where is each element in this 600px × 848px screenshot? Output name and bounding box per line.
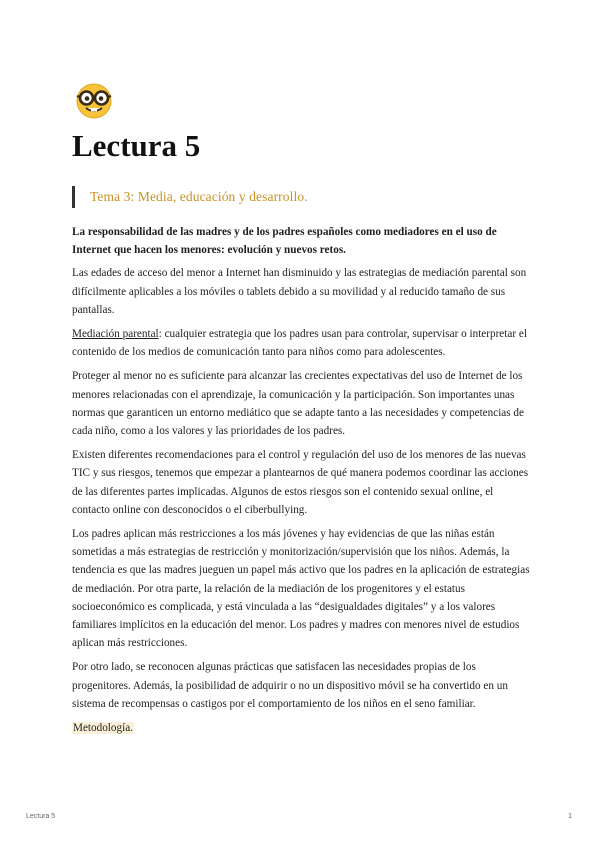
theme-callout xyxy=(72,186,530,208)
methodology-line xyxy=(72,719,530,737)
footer-page-number: 1 xyxy=(568,813,572,820)
footer-doc-title: Lectura 5 xyxy=(26,813,56,820)
term-mediacion-parental: Mediación parental xyxy=(72,328,159,341)
theme-text: Tema 3: Media, educación y desarrollo. xyxy=(90,189,308,204)
nerd-face-icon xyxy=(72,80,116,120)
page-title: Lectura 5 xyxy=(72,128,201,163)
paragraph-2 xyxy=(72,325,530,361)
paragraph-6: Por otro lado, se reconocen algunas prácticas que satisfacen las necesidades propias de los progenitores. Además, la posibilidad de adquirir o no un dispositivo móvil se ha convertido en un sistema de recompensas o castigos por el comportamiento de los niños en el seno familiar. xyxy=(72,661,508,710)
paragraph-1: Las edades de acceso del menor a Internet han disminuido y las estrategias de mediación parental son difícilmente aplicables a los móviles o tablets debido a su movilidad y al reducido tamaño de sus pantallas. xyxy=(72,267,527,316)
paragraph-5: Los padres aplican más restricciones a los más jóvenes y hay evidencias de que las niñas están sometidas a más estrategias de restricción y monitorización/supervisión que los niños. Además, la tendencia es que las madres jueguen un papel más activo que los padres en la aplicación de estrategias de mediación. Por otra parte, la relación de la mediación de los progenitores y el estatus socioeconómico es complicada, y está vinculada a las “desigualdades digitales” y a los valores familiares implícitos en la educación del menor. Los padres y madres con menores nivel de estudios aplican más restricciones. xyxy=(72,528,530,650)
paragraph-2-text: : cualquier estrategia que los padres usan para controlar, supervisar o interpretar el contenido de los medios de comunicación tanto para niños como para adolescentes. xyxy=(72,328,527,359)
page-content xyxy=(72,80,530,743)
methodology-highlight: Metodología. xyxy=(73,722,133,735)
paragraph-4: Existen diferentes recomendaciones para el control y regulación del uso de los menores de las nuevas TIC y sus riesgos, tenemos que empezar a plantearnos de qué manera podemos coordinar las acciones de las diferentes partes implicadas. Algunos de estos riesgos son el contenido sexual online, el contacto online con desconocidos o el ciberbullying. xyxy=(72,449,529,516)
paragraph-3: Proteger al menor no es suficiente para alcanzar las crecientes expectativas del uso de Internet de los menores relacionadas con el aprendizaje, la comunicación y la participación. Son importantes unas normas que garanticen un entorno mediático que se adapte tanto a las necesidades y competencias de cada niño, como a los valores y las prioridades de los padres. xyxy=(72,370,524,438)
article-heading: La responsabilidad de las madres y de los padres españoles como mediadores en el uso de Internet que hacen los menores: evolución y nuevos retos. xyxy=(72,226,497,257)
